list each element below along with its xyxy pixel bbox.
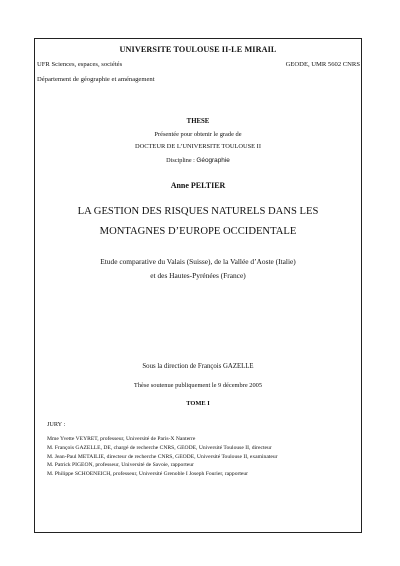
jury-member: M. Philippe SCHOENEICH, professeur, Université Grenoble I Joseph Fourier, rapporteur — [47, 471, 249, 478]
author-name: Anne PELTIER — [170, 181, 226, 190]
lab-name: GEODE, UMR 5602 CNRS — [285, 61, 360, 68]
jury-member: Mme Yvette VEYRET, professeur, Université de Paris-X Nanterre — [47, 436, 196, 442]
subtitle-line-2: et des Hautes-Pyrénées (France) — [150, 271, 246, 280]
department-name: Département de géographie et aménagement — [37, 76, 155, 83]
discipline — [34, 157, 362, 164]
discipline-value: Géographie — [196, 157, 230, 164]
jury-member: M. François GAZELLE, DE, chargé de recherche CNRS, GEODE, Université Toulouse II, directeur — [47, 444, 272, 451]
subtitle-line-1: Etude comparative du Valais (Suisse), de la Vallée d’Aoste (Italie) — [100, 257, 296, 266]
university-name: UNIVERSITE TOULOUSE II-LE MIRAIL — [119, 45, 277, 54]
jury-label: JURY : — [47, 421, 66, 428]
defense-date: Thèse soutenue publiquement le 9 décembre 2005 — [133, 382, 263, 389]
jury-member: M. Patrick PIGEON, professeur, Université de Savoie, rapporteur — [47, 462, 194, 469]
jury-member: M. Jean-Paul METAILIE, directeur de recherche CNRS, GEODE, Université Toulouse II, examinateur — [47, 453, 278, 460]
thesis-label: THESE — [186, 118, 210, 125]
thesis-title-line-2: MONTAGNES D’EUROPE OCCIDENTALE — [99, 226, 297, 237]
ufr-name: UFR Sciences, espaces, sociétés — [37, 61, 123, 68]
jury-list — [47, 436, 355, 480]
supervisor: Sous la direction de François GAZELLE — [142, 363, 254, 370]
thesis-title-line-1: LA GESTION DES RISQUES NATURELS DANS LES — [77, 206, 319, 217]
presented-for: Présentée pour obtenir le grade de — [154, 131, 242, 138]
degree-name: DOCTEUR DE L’UNIVERSITE TOULOUSE II — [135, 143, 261, 150]
discipline-label: Discipline : — [166, 157, 197, 164]
volume-label: TOME I — [186, 400, 210, 407]
